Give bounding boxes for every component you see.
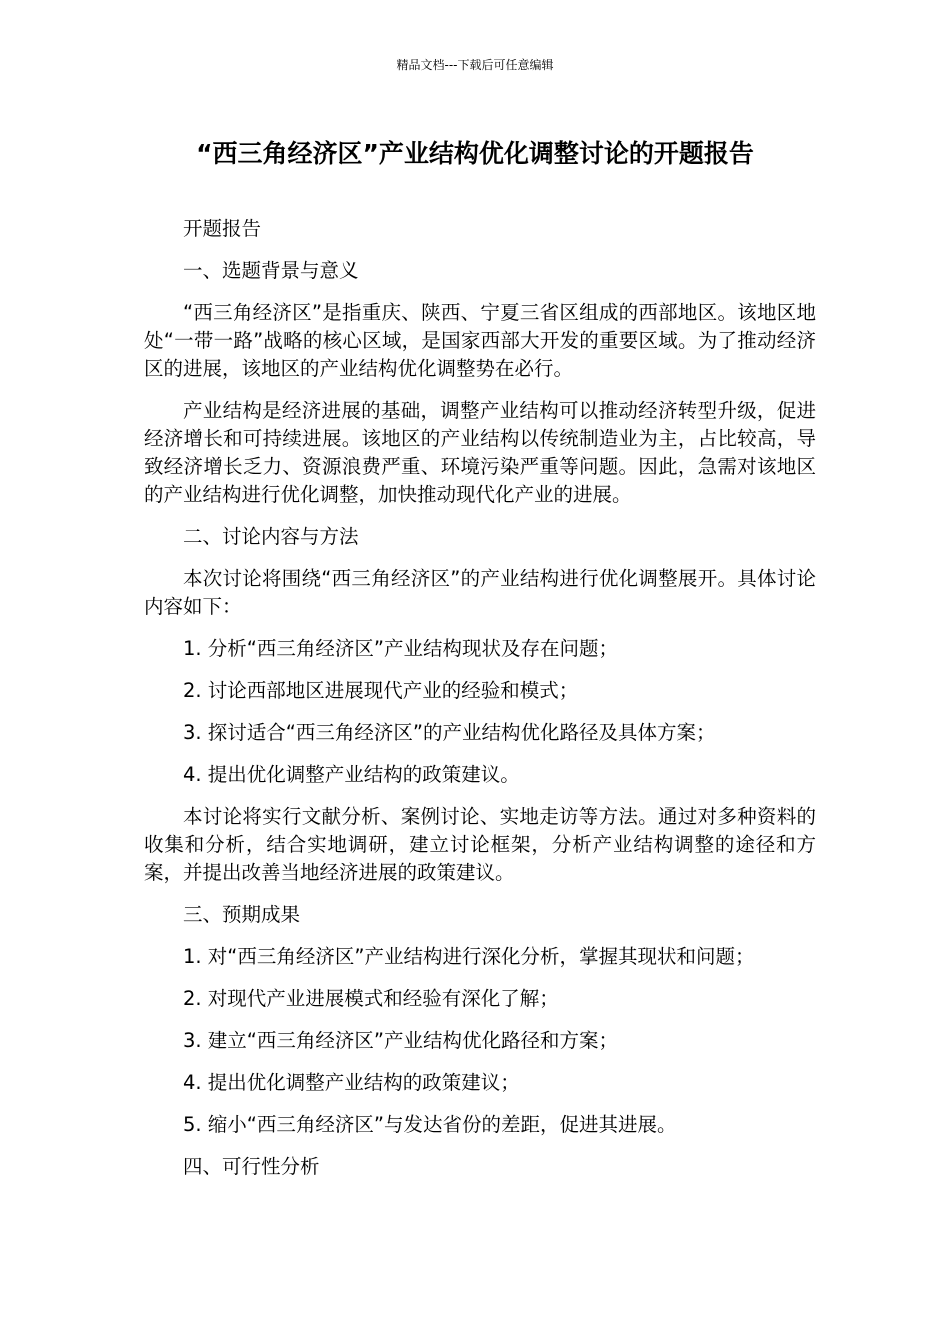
list-item-content-2: 2. 讨论西部地区进展现代产业的经验和模式； — [183, 679, 579, 702]
list-item-content-4: 4. 提出优化调整产业结构的政策建议。 — [183, 763, 520, 786]
section-heading-feasibility: 四、可行性分析 — [183, 1155, 320, 1178]
paragraph-content-intro: 本次讨论将围绕“西三角经济区”的产业结构进行优化调整展开。具体讨论内容如下： — [144, 567, 816, 618]
page-header-note: 精品文档---下载后可任意编辑 — [396, 58, 554, 72]
paragraph-methods: 本讨论将实行文献分析、案例讨论、实地走访等方法。通过对多种资料的收集和分析，结合实地调研，建立讨论框架，分析产业结构调整的途径和方案，并提出改善当地经济进展的政策建议。 — [144, 805, 816, 884]
list-item-content-1: 1. 分析“西三角经济区”产业结构现状及存在问题； — [183, 637, 619, 660]
list-item-result-2: 2. 对现代产业进展模式和经验有深化了解； — [183, 987, 559, 1010]
paragraph-background-2: 产业结构是经济进展的基础，调整产业结构可以推动经济转型升级，促进经济增长和可持续进展。该地区的产业结构以传统制造业为主，占比较高，导致经济增长乏力、资源浪费严重、环境污染严重等问题。因此，急需对该地区的产业结构进行优化调整，加快推动现代化产业的进展。 — [144, 399, 816, 506]
list-item-content-3: 3. 探讨适合“西三角经济区”的产业结构优化路径及具体方案； — [183, 721, 716, 744]
document-body — [144, 215, 816, 1195]
section-heading-expected-results: 三、预期成果 — [183, 903, 301, 926]
report-label: 开题报告 — [183, 217, 262, 240]
list-item-result-3: 3. 建立“西三角经济区”产业结构优化路径和方案； — [183, 1029, 619, 1052]
section-heading-content-method: 二、讨论内容与方法 — [183, 525, 359, 548]
section-heading-background: 一、选题背景与意义 — [183, 259, 359, 282]
paragraph-background-1: “西三角经济区”是指重庆、陕西、宁夏三省区组成的西部地区。该地区地处“一带一路”战略的核心区域，是国家西部大开发的重要区域。为了推动经济区的进展，该地区的产业结构优化调整势在必行。 — [144, 301, 816, 380]
list-item-result-4: 4. 提出优化调整产业结构的政策建议； — [183, 1071, 520, 1094]
document-title: “西三角经济区”产业结构优化调整讨论的开题报告 — [196, 139, 754, 168]
list-item-result-1: 1. 对“西三角经济区”产业结构进行深化分析，掌握其现状和问题； — [183, 945, 755, 968]
list-item-result-5: 5. 缩小“西三角经济区”与发达省份的差距，促进其进展。 — [183, 1113, 677, 1136]
